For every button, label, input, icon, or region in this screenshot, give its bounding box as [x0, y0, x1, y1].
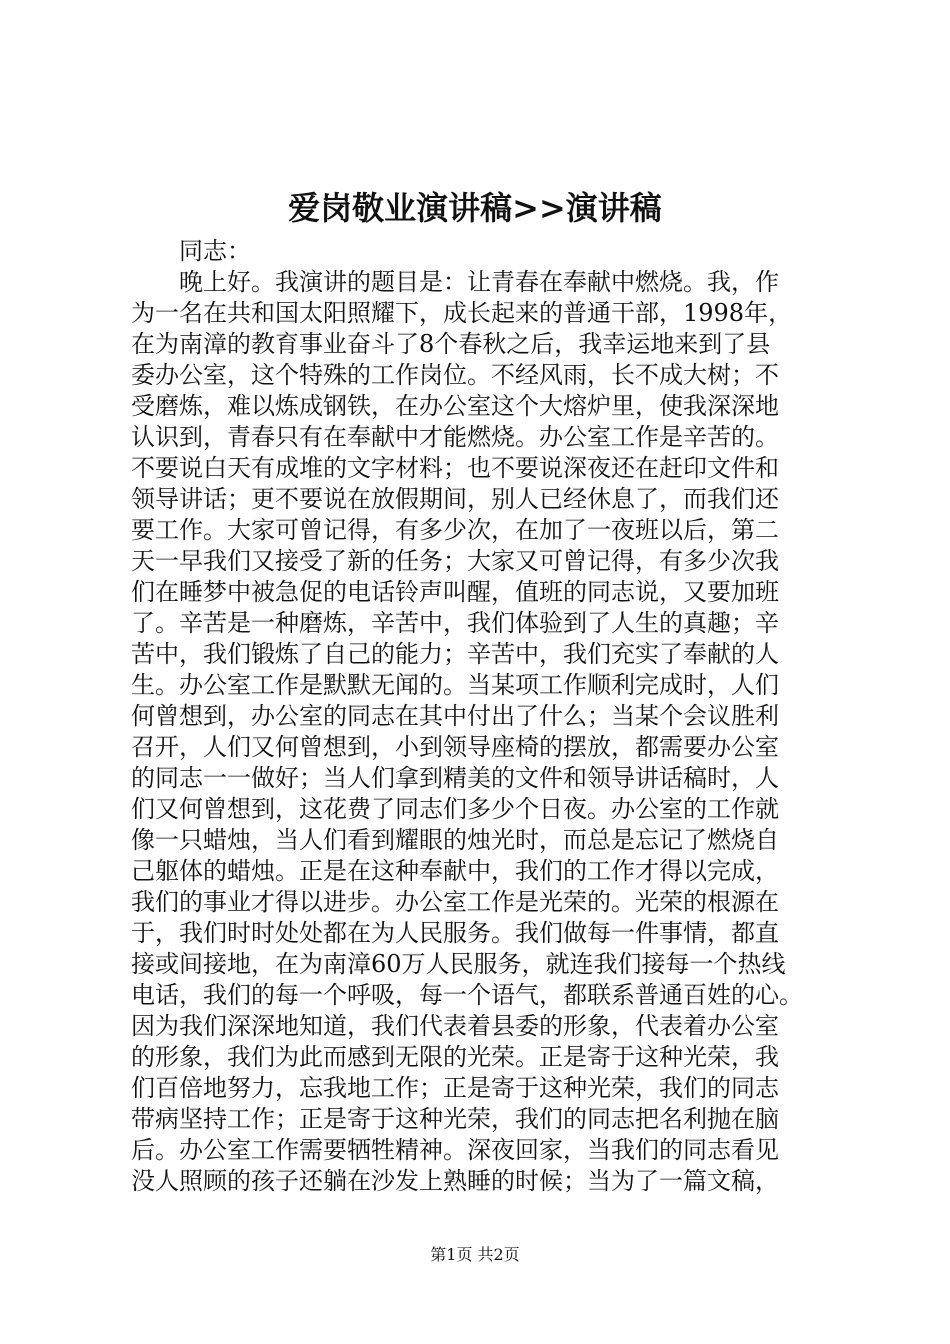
- paragraph-line: 没人照顾的孩子还躺在沙发上熟睡的时候；当为了一篇文稿，: [131, 1167, 779, 1195]
- paragraph-line: 苦中，我们锻炼了自己的能力；辛苦中，我们充实了奉献的人: [131, 640, 779, 668]
- paragraph-line: 电话，我们的每一个呼吸，每一个语气，都联系普通百姓的心。: [131, 981, 803, 1009]
- paragraph-line: 生。办公室工作是默默无闻的。当某项工作顺利完成时，人们: [131, 671, 779, 699]
- paragraph-line: 不要说白天有成堆的文字材料；也不要说深夜还在赶印文件和: [131, 454, 779, 482]
- paragraph-line: 何曾想到，办公室的同志在其中付出了什么；当某个会议胜利: [131, 702, 779, 730]
- paragraph-line: 要工作。大家可曾记得，有多少次，在加了一夜班以后，第二: [131, 516, 779, 544]
- paragraph-line: 领导讲话；更不要说在放假期间，别人已经休息了，而我们还: [131, 485, 779, 513]
- paragraph-line: 们又何曾想到，这花费了同志们多少个日夜。办公室的工作就: [131, 795, 779, 823]
- paragraph-line: 后。办公室工作需要牺牲精神。深夜回家，当我们的同志看见: [131, 1136, 779, 1164]
- paragraph-line: 认识到，青春只有在奉献中才能燃烧。办公室工作是辛苦的。: [131, 423, 779, 451]
- paragraph-line: 像一只蜡烛，当人们看到耀眼的烛光时，而总是忘记了燃烧自: [131, 826, 779, 854]
- paragraph-line: 带病坚持工作；正是寄于这种光荣，我们的同志把名利抛在脑: [131, 1105, 779, 1133]
- paragraph-line: 们百倍地努力，忘我地工作；正是寄于这种光荣，我们的同志: [131, 1074, 779, 1102]
- paragraph-line: 因为我们深深地知道，我们代表着县委的形象，代表着办公室: [131, 1012, 779, 1040]
- paragraph-line: 在为南漳的教育事业奋斗了8个春秋之后，我幸运地来到了县: [131, 330, 771, 358]
- paragraph-line: 晚上好。我演讲的题目是：让青春在奉献中燃烧。我，作: [179, 268, 779, 296]
- salutation-line: 同志：: [179, 237, 251, 265]
- page-number-footer: 第1页 共2页: [430, 1245, 520, 1264]
- paragraph-line: 为一名在共和国太阳照耀下，成长起来的普通干部，1998年，: [131, 299, 793, 327]
- paragraph-line: 召开，人们又何曾想到，小到领导座椅的摆放，都需要办公室: [131, 733, 779, 761]
- paragraph-line: 我们的事业才得以进步。办公室工作是光荣的。光荣的根源在: [131, 888, 779, 916]
- paragraph-line: 们在睡梦中被急促的电话铃声叫醒，值班的同志说，又要加班: [131, 578, 779, 606]
- document-body: [131, 236, 831, 1197]
- paragraph-line: 天一早我们又接受了新的任务；大家又可曾记得，有多少次我: [131, 547, 779, 575]
- paragraph-line: 的形象，我们为此而感到无限的光荣。正是寄于这种光荣，我: [131, 1043, 779, 1071]
- paragraph-line: 己躯体的蜡烛。正是在这种奉献中，我们的工作才得以完成，: [131, 857, 779, 885]
- paragraph-line: 受磨炼，难以炼成钢铁，在办公室这个大熔炉里，使我深深地: [131, 392, 779, 420]
- paragraph-line: 于，我们时时处处都在为人民服务。我们做每一件事情，都直: [131, 919, 779, 947]
- document-title: 爱岗敬业演讲稿>>演讲稿: [288, 189, 662, 227]
- paragraph-line: 委办公室，这个特殊的工作岗位。不经风雨，长不成大树；不: [131, 361, 779, 389]
- paragraph-line: 接或间接地，在为南漳60万人民服务，就连我们接每一个热线: [131, 950, 786, 978]
- paragraph-line: 了。辛苦是一种磨炼，辛苦中，我们体验到了人生的真趣；辛: [131, 609, 779, 637]
- paragraph-line: 的同志一一做好；当人们拿到精美的文件和领导讲话稿时，人: [131, 764, 779, 792]
